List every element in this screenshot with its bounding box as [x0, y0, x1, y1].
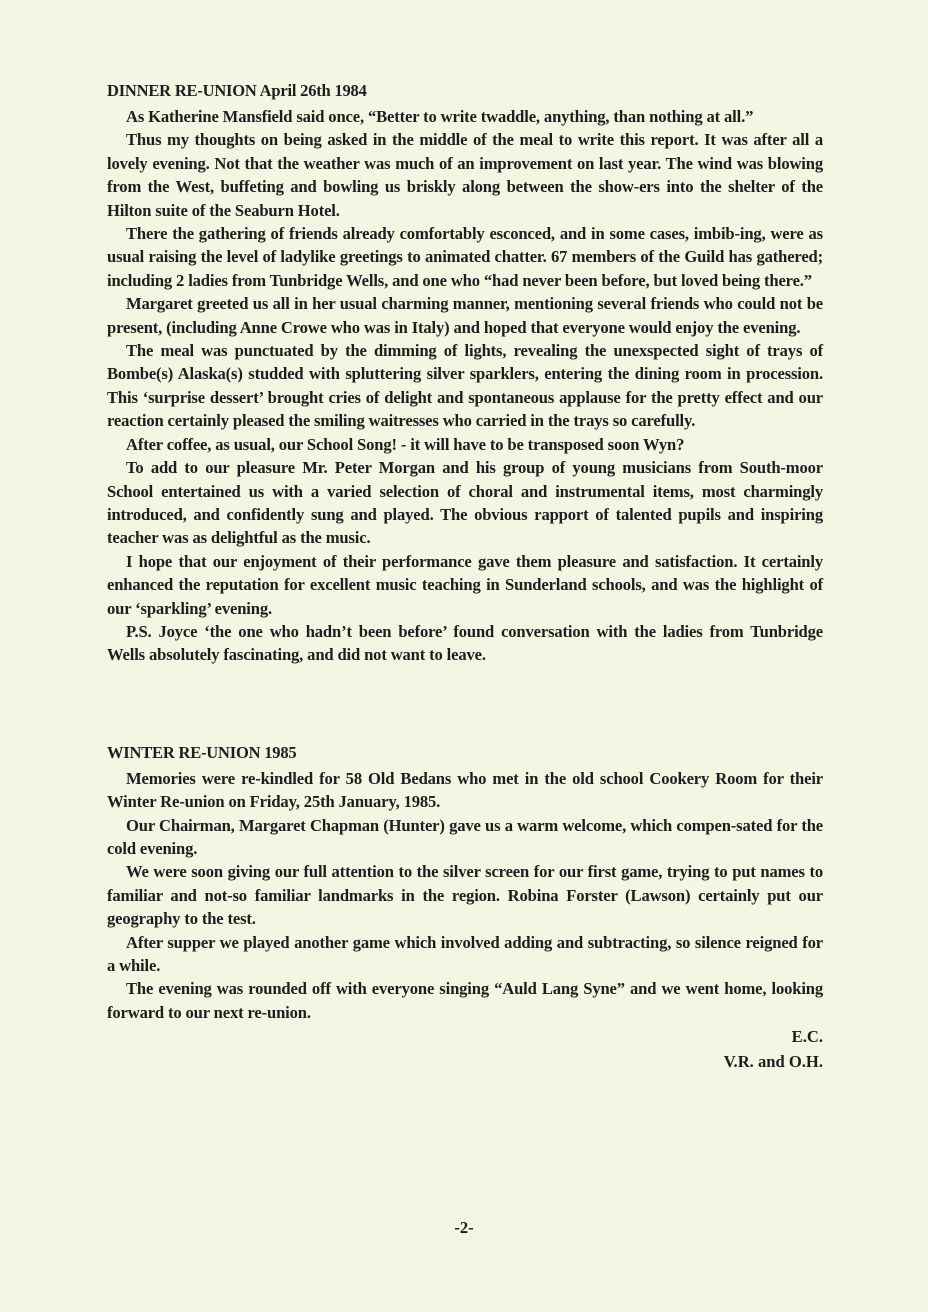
paragraph: The meal was punctuated by the dimming of lights, revealing the unexspected sight of trays of Bombe(s) Alaska(s) studded with spluttering silver sparklers, entering the dining room in procession. This ‘surprise dessert’ brought cries of delight and spontaneous applause for the pretty effect and our reaction certainly pleased the smiling waitresses who carried in the trays so carefully.: [107, 341, 823, 431]
paragraph: I hope that our enjoyment of their performance gave them pleasure and satisfaction. It certainly enhanced the reputation for excellent music teaching in Sunderland schools, and was the highlight of our ‘sparkling’ evening.: [107, 551, 823, 618]
document-page: [107, 80, 823, 1074]
paragraph: P.S. Joyce ‘the one who hadn’t been before’ found conversation with the ladies from Tunbridge Wells absolutely fascinating, and did not want to leave.: [107, 621, 823, 665]
signature-line: E.C.: [791, 1027, 823, 1047]
paragraph: We were soon giving our full attention to the silver screen for our first game, trying to put names to familiar and not-so familiar landmarks in the region. Robina Forster (Lawson) certainly put our geography to the test.: [107, 862, 823, 929]
paragraph: Our Chairman, Margaret Chapman (Hunter) gave us a warm welcome, which compen-sated for the cold evening.: [107, 815, 823, 858]
section-heading-dinner: DINNER RE-UNION April 26th 1984: [107, 81, 367, 100]
paragraph: There the gathering of friends already comfortably esconced, and in some cases, imbib-ing, were as usual raising the level of ladylike greetings to animated chatter. 67 members of the Guild has gathered; including 2 ladies from Tunbridge Wells, and one who “had never been before, but loved being there.”: [107, 224, 823, 290]
section-heading-winter: WINTER RE-UNION 1985: [107, 742, 297, 762]
paragraph: To add to our pleasure Mr. Peter Morgan and his group of young musicians from South-moor School entertained us with a varied selection of choral and instrumental items, most charmingly introduced, and confidently sung and played. The obvious rapport of talented pupils and inspiring teacher was as delightful as the music.: [107, 458, 823, 548]
paragraph: The evening was rounded off with everyone singing “Auld Lang Syne” and we went home, looking forward to our next re-union.: [107, 979, 823, 1022]
paragraph: After supper we played another game which involved adding and subtracting, so silence reigned for a while.: [107, 932, 823, 975]
signature-line: V.R. and O.H.: [723, 1052, 823, 1072]
dinner-reunion-section: [107, 80, 823, 667]
paragraph: Thus my thoughts on being asked in the middle of the meal to write this report. It was after all a lovely evening. Not that the weather was much of an improvement on last year. The wind was blowing from the West, buffeting and bowling us briskly along between the show-ers into the shelter of the Hilton suite of the Seaburn Hotel.: [107, 130, 823, 220]
paragraph: Margaret greeted us all in her usual charming manner, mentioning several friends who could not be present, (including Anne Crowe who was in Italy) and hoped that everyone would enjoy the evening.: [107, 294, 823, 337]
winter-reunion-section: [107, 742, 823, 1074]
paragraph: Memories were re-kindled for 58 Old Bedans who met in the old school Cookery Room for their Winter Re-union on Friday, 25th January, 1985.: [107, 768, 823, 812]
paragraph: After coffee, as usual, our School Song! - it will have to be transposed soon Wyn?: [126, 434, 685, 454]
page-number: -2-: [454, 1218, 474, 1237]
paragraph: As Katherine Mansfield said once, “Better to write twaddle, anything, than nothing at all.”: [126, 107, 754, 126]
